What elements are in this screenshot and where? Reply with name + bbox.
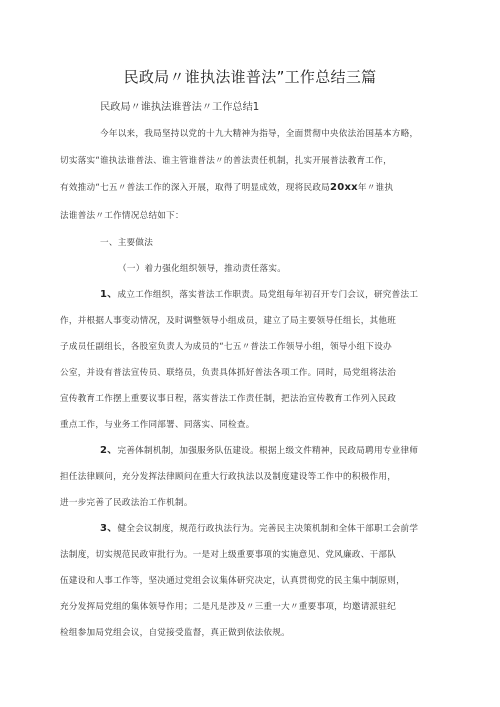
- intro-text: 有效推动“七五〃普法工作的深入开展，取得了明显成效，现将民政局: [60, 183, 331, 193]
- paragraph-line: [100, 445, 440, 457]
- paragraph-line: 充分发挥局党组的集体领导作用；二是凡是涉及〃三重一大〃重要事项，均邀请派驻纪: [60, 602, 397, 612]
- paragraph-text: 完善体制机制，加强服务队伍建设。根据上级文件精神，民政局聘用专业律师: [117, 446, 419, 456]
- intro-text: 年〃谁执: [357, 183, 394, 193]
- document-subtitle: 民政局〃谁执法谁普法〃工作总结1: [100, 102, 260, 113]
- intro-line: 切实落实“谁执法谁普法、谁主管谁普法〃的普法责任机制，扎实开展普法教育工作，: [60, 156, 392, 166]
- paragraph-line: 伍建设和人事工作等，坚决通过党组会议集体研究决定，认真贯彻党的民主集中制原则，: [60, 576, 405, 586]
- intro-line: [60, 182, 440, 194]
- item-number: 3、: [100, 523, 118, 534]
- paragraph-line: [100, 289, 440, 301]
- subsection-heading: （一）着力强化组织领导，推动责任落实。: [118, 264, 287, 274]
- paragraph-text: 健全会议制度，规范行政执法行为。完善民主决策机制和全体干部职工会前学: [117, 524, 419, 534]
- paragraph-line: 检组参加局党组会议，自觉接受监督，真正做到依法依规。: [60, 628, 290, 638]
- paragraph-text: 成立工作组织，落实普法工作职责。局党组每年初召开专门会议，研究普法工: [117, 290, 419, 300]
- paragraph-line: 重点工作，与业务工作同部署、同落实、同检查。: [60, 420, 255, 430]
- paragraph-line: 宣传教育工作摆上重要议事日程，落实普法工作责任制，把法治宣传教育工作列入民政: [60, 394, 397, 404]
- paragraph-line: 子成员任副组长，各股室负责人为成员的“七五〃普法工作领导小组，领导小组下设办: [60, 342, 392, 352]
- item-number: 1、: [100, 289, 118, 300]
- paragraph-line: 公室，并设有普法宣传员、联络员，负责具体抓好普法各项工作。同时，局党组将法治: [60, 368, 397, 378]
- paragraph-line: 担任法律顾问，充分发挥法律顾问在重大行政执法以及制度建设等工作中的积极作用，: [60, 472, 397, 482]
- intro-line: 法谁普法〃工作情况总结如下：: [60, 211, 184, 221]
- paragraph-line: 法制度，切实规范民政审批行为。一是对上级重要事项的实施意见、党风廉政、干部队: [60, 550, 397, 560]
- paragraph-line: [100, 523, 440, 535]
- year-placeholder: 20xx: [330, 182, 358, 193]
- paragraph-line: 进一步完善了民政法治工作机制。: [60, 498, 193, 508]
- intro-line: 今年以来，我局坚持以党的十九大精神为指导，全面贯彻中央依法治国基本方略，: [100, 129, 419, 139]
- section-heading: 一、主要做法: [100, 238, 154, 248]
- item-number: 2、: [100, 445, 118, 456]
- document-title: 民政局〃谁执法谁普法”工作总结三篇: [123, 68, 377, 86]
- paragraph-line: 作，并根据人事变动情况，及时调整领导小组成员，建立了局主要领导任组长，其他班: [60, 316, 397, 326]
